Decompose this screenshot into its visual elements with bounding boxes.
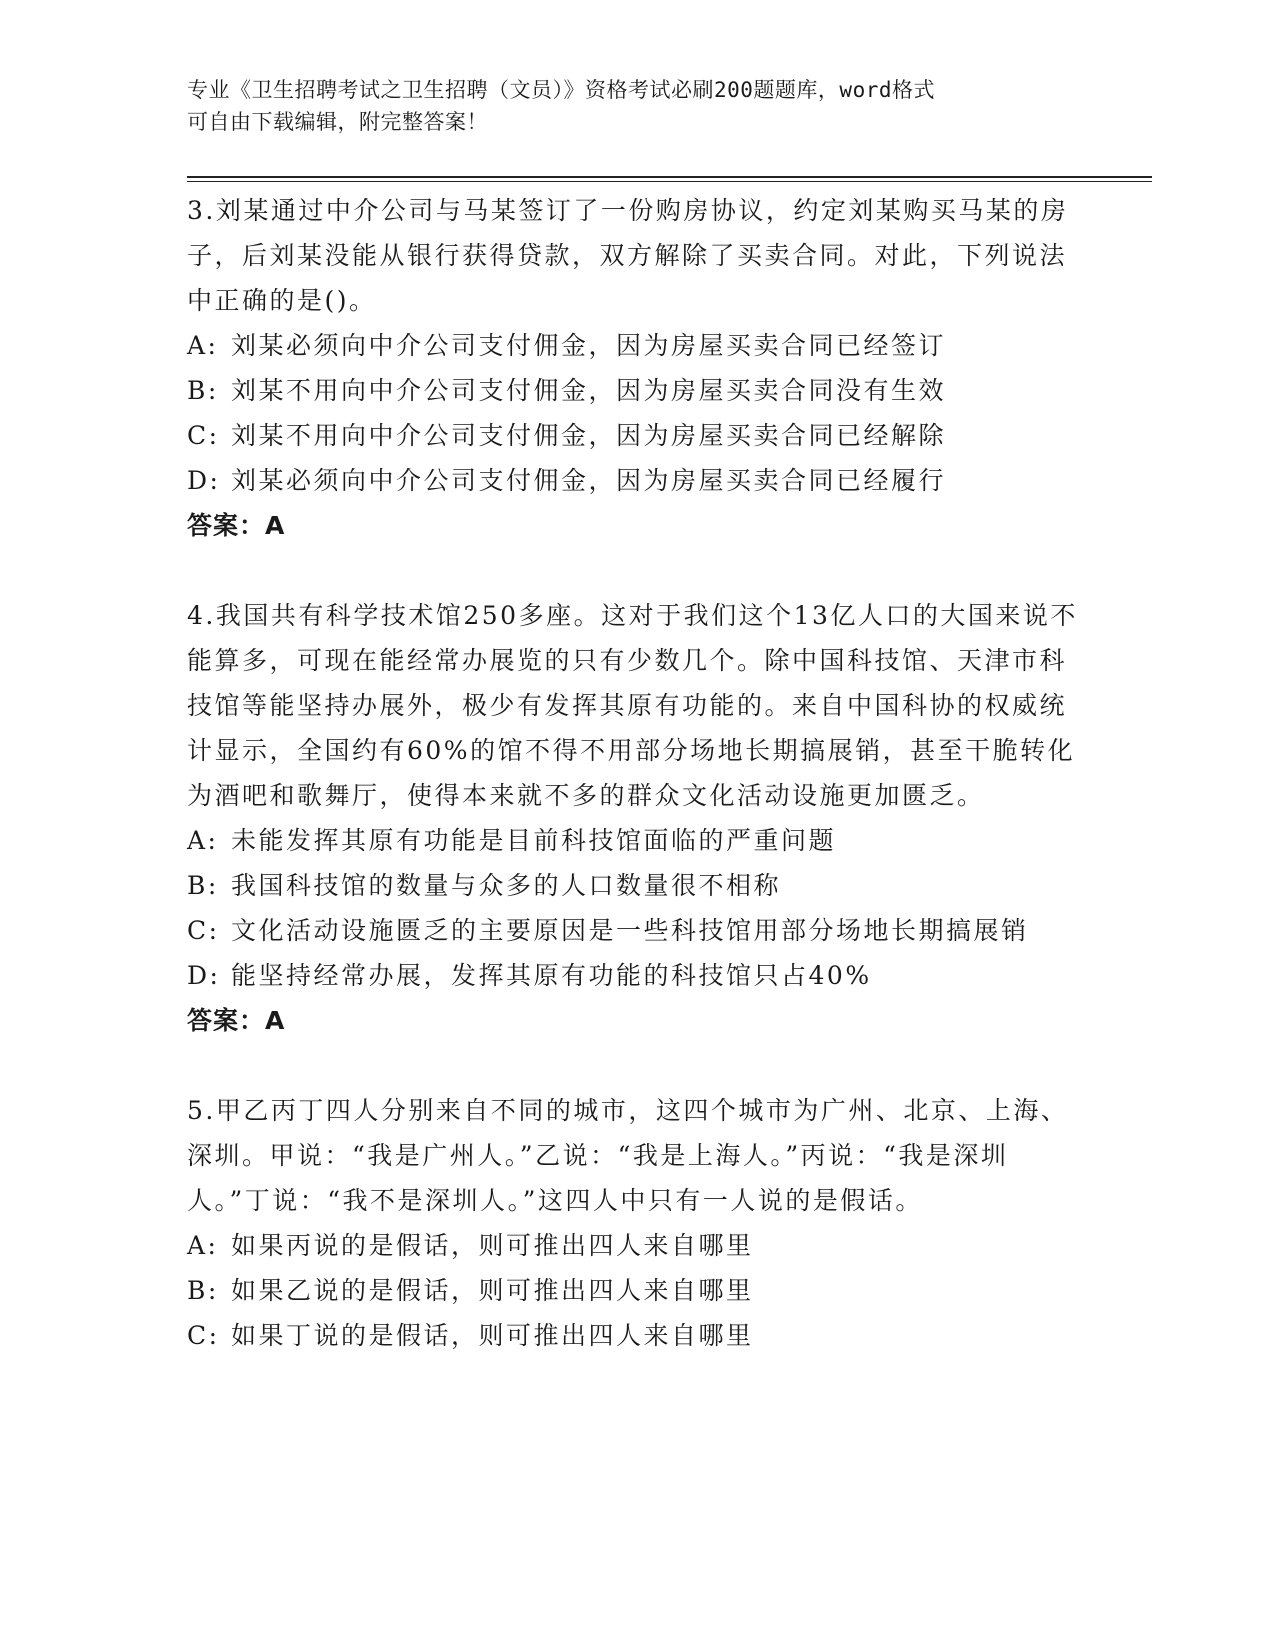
answer-line: 答案：A [187,1006,286,1035]
option-d [187,953,1087,998]
header-divider-thin [187,181,1152,182]
option-b [187,1268,1087,1313]
question-list [187,188,1087,1358]
option-d [187,458,1087,503]
header-divider [187,176,1152,178]
header-line-1: 专业《卫生招聘考试之卫生招聘（文员）》资格考试必刷200题题库，word格式 [187,78,935,102]
option-text: 刘某必须向中介公司支付佣金，因为房屋买卖合同已经签订 [231,331,947,360]
option-key: C: [187,421,220,450]
question-3 [187,188,1087,548]
option-key: C: [187,916,220,945]
option-c [187,1313,1087,1358]
option-key: A: [187,331,219,360]
option-key: C: [187,1321,220,1350]
option-text: 文化活动设施匮乏的主要原因是一些科技馆用部分场地长期搞展销 [231,916,1029,945]
document-header [187,74,1087,138]
option-text: 我国科技馆的数量与众多的人口数量很不相称 [231,871,782,900]
option-b [187,368,1087,413]
option-key: D: [187,961,221,990]
option-text: 如果丙说的是假话，则可推出四人来自哪里 [231,1231,754,1260]
option-text: 能坚持经常办展，发挥其原有功能的科技馆只占40% [231,961,872,990]
option-c [187,908,1087,953]
header-line-2: 可自由下载编辑，附完整答案！ [187,110,488,134]
option-key: B: [187,1276,219,1305]
option-b [187,863,1087,908]
option-a [187,323,1087,368]
question-stem: 5.甲乙丙丁四人分别来自不同的城市，这四个城市为广州、北京、上海、深圳。甲说：“我是广州人。”乙说：“我是上海人。”丙说：“我是深圳人。”丁说：“我不是深圳人。”这四人中只有一人说的是假话。 [187,1096,1069,1215]
option-text: 如果乙说的是假话，则可推出四人来自哪里 [231,1276,754,1305]
option-key: A: [187,826,219,855]
option-key: B: [187,871,219,900]
option-text: 刘某不用向中介公司支付佣金，因为房屋买卖合同已经解除 [231,421,947,450]
answer-line: 答案：A [187,511,286,540]
question-stem: 3.刘某通过中介公司与马某签订了一份购房协议，约定刘某购买马某的房子，后刘某没能从银行获得贷款，双方解除了买卖合同。对此，下列说法中正确的是()。 [187,196,1069,315]
option-key: A: [187,1231,219,1260]
option-text: 刘某必须向中介公司支付佣金，因为房屋买卖合同已经履行 [231,466,947,495]
option-key: B: [187,376,219,405]
option-text: 刘某不用向中介公司支付佣金，因为房屋买卖合同没有生效 [231,376,947,405]
question-4 [187,593,1087,1043]
option-text: 未能发挥其原有功能是目前科技馆面临的严重问题 [231,826,837,855]
option-a [187,1223,1087,1268]
option-c [187,413,1087,458]
option-key: D: [187,466,221,495]
option-a [187,818,1087,863]
option-text: 如果丁说的是假话，则可推出四人来自哪里 [231,1321,754,1350]
question-stem: 4.我国共有科学技术馆250多座。这对于我们这个13亿人口的大国来说不能算多，可现在能经常办展览的只有少数几个。除中国科技馆、天津市科技馆等能坚持办展外，极少有发挥其原有功能的。来自中国科协的权威统计显示，全国约有60%的馆不得不用部分场地长期搞展销，甚至干脆转化为酒吧和歌舞厅，使得本来就不多的群众文化活动设施更加匮乏。 [187,601,1078,810]
question-5 [187,1088,1087,1358]
